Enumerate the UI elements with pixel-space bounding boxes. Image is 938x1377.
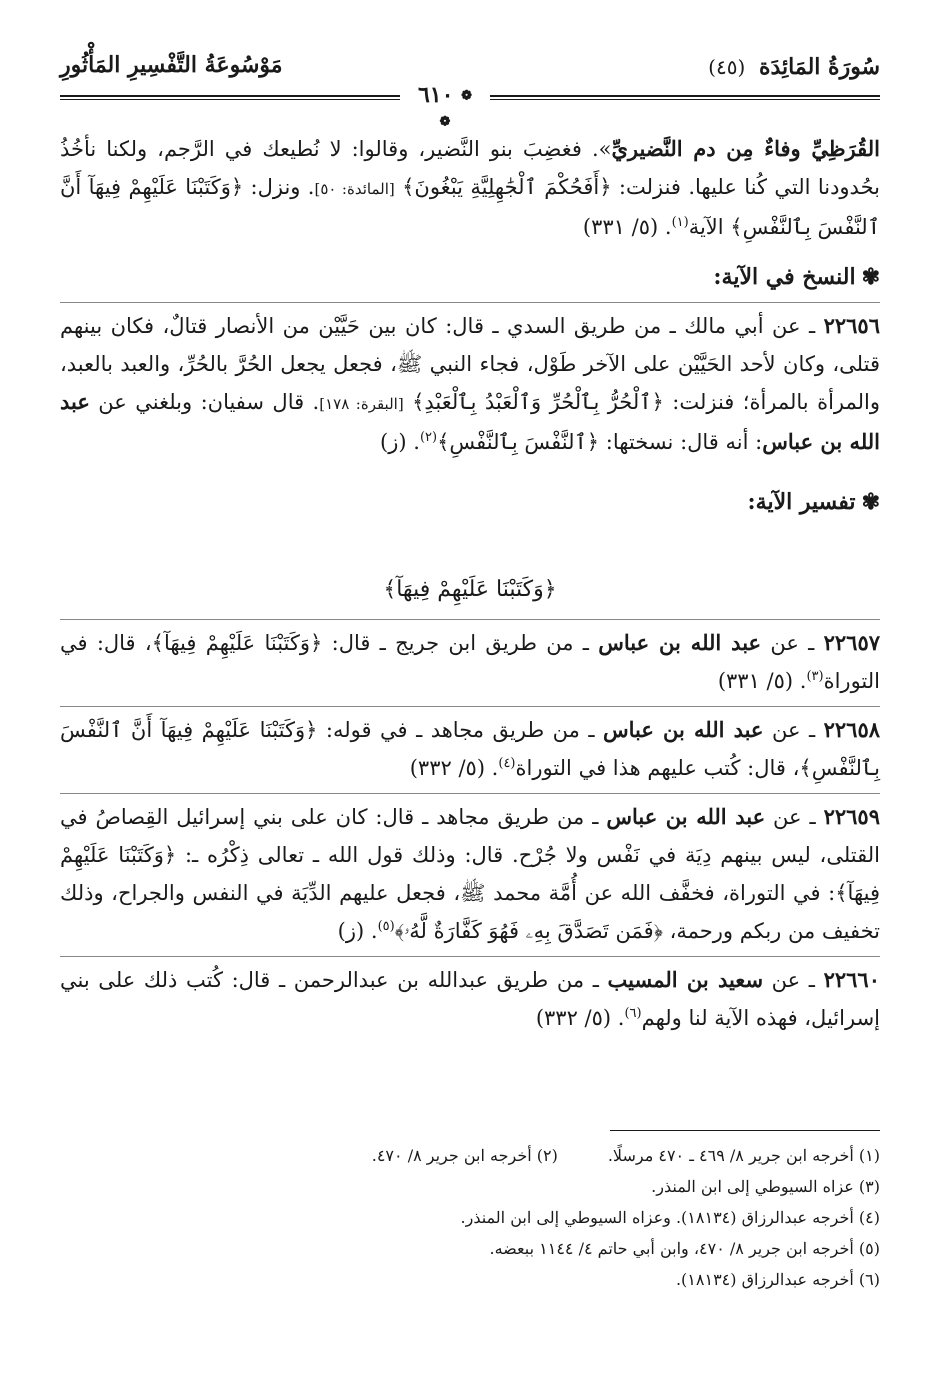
divider	[60, 619, 880, 620]
center-verse: ﴿وَكَتَبْنَا عَلَيْهِمْ فِيهَآ﴾	[383, 577, 557, 602]
flower-icon: ✾	[861, 489, 880, 515]
main-text	[60, 130, 880, 1037]
divider	[60, 793, 880, 794]
heading-text: تفسير الآية:	[747, 489, 856, 515]
quran-verse: ﴿ٱلنَّفْسَ بِٱلنَّفْسِ﴾	[437, 430, 600, 454]
ornament-icon: ❁	[461, 88, 473, 104]
text: ـ من طريق مجاهد ـ في قوله:	[317, 718, 604, 742]
entry-22656	[60, 307, 880, 461]
footnote-marker: (٢)	[419, 430, 438, 445]
footnote-list	[60, 1140, 880, 1295]
surah-title: سُورَةُ المَائِدَة	[758, 54, 880, 80]
narrator-name: سعيد بن المسيب	[607, 967, 764, 992]
entry-22658	[60, 711, 880, 787]
footnote-marker: (٦)	[624, 1006, 642, 1021]
narrator-name: عبد الله بن عباس	[606, 804, 766, 829]
text: ـ من طريق مجاهد ـ قال: كان على بني إسرائيل القِصاصُ في القتلى، ليس بينهم دِيَة في نَفْس ولا جُرْح. قال: وذلك قول الله ـ تعالى ذِكْرُه ـ:	[60, 805, 880, 867]
bold-text: القُرَظِيِّ وفاءٌ مِن دم النَّضيريِّ	[611, 136, 880, 161]
flower-icon: ✾	[861, 264, 880, 290]
divider	[60, 706, 880, 707]
quran-verse: ﴿ٱلْحُرُّ بِٱلْحُرِّ وَٱلْعَبْدُ بِٱلْعَبْدِ﴾	[412, 390, 664, 414]
page-header	[60, 50, 880, 130]
entry-number: ٢٢٦٥٦	[823, 313, 880, 338]
text: ـ من طريق ابن جريج ـ قال:	[322, 631, 599, 655]
page-number: ٦١٠	[417, 82, 454, 108]
entry-22657	[60, 624, 880, 700]
text: ـ عن	[763, 718, 824, 742]
text: . ونزل:	[243, 175, 315, 199]
section-heading-abrogation	[60, 258, 880, 296]
page	[60, 50, 880, 1340]
narrator-name: عبد الله بن عباس	[60, 389, 880, 454]
surah-header	[708, 54, 880, 80]
header-rule-left	[60, 95, 400, 100]
citation: . (٥/ ٣٣٢)	[409, 756, 499, 780]
text: . قال سفيان: وبلغني عن	[89, 390, 320, 414]
footnote-marker: (٥)	[377, 919, 395, 934]
footnote-5: (٥) أخرجه ابن جرير ٨/ ٤٧٠، وابن أبي حاتم ٤/ ١١٤٤ ببعضه.	[489, 1239, 880, 1258]
text: ـ من طريق عبدالله بن عبدالرحمن ـ قال: كُتب ذلك على بني إسرائيل، فهذه الآية لنا ولهم	[60, 968, 880, 1030]
footnote-2: (٢) أخرجه ابن جرير ٨/ ٤٧٠.	[371, 1146, 558, 1165]
citation: . (٥/ ٣٣١)	[582, 215, 672, 239]
footnote-4: (٤) أخرجه عبدالرزاق (١٨١٣٤). وعزاه السيوطي إلى ابن المنذر.	[460, 1208, 880, 1227]
quran-verse: ﴿وَكَتَبْنَا عَلَيْهِمْ فِيهَآ﴾	[151, 631, 323, 655]
quran-verse: ﴿وَكَتَبْنَا عَلَيْهِمْ فِيهَآ أَنَّ ٱلنَّفْسَ بِٱلنَّفْسِ﴾	[60, 718, 880, 780]
book-title: مَوْسُوعَةُ التَّفْسِيرِ المَأْثُورِ	[60, 52, 283, 78]
narrator-name: عبد الله بن عباس	[603, 717, 764, 742]
citation: . (٥/ ٣٣٢)	[535, 1006, 625, 1030]
text: ـ عن	[761, 631, 824, 655]
entry-22659	[60, 798, 880, 950]
entry-number: ٢٢٦٥٨	[823, 717, 881, 742]
entry-number: ٢٢٦٥٧	[823, 630, 881, 655]
verse-reference: [البقرة: ١٧٨]	[319, 395, 404, 413]
quran-verse: ﴿وَكَتَبْنَا عَلَيْهِمْ فِيهَآ﴾	[60, 843, 880, 905]
entry-number: ٢٢٦٥٩	[823, 804, 880, 829]
entry-22660	[60, 961, 880, 1037]
footnote-rule	[610, 1130, 880, 1131]
text: : أنه قال: نسختها:	[599, 430, 763, 454]
section-heading-tafsir	[60, 483, 880, 521]
footnote-marker: (١)	[671, 215, 689, 230]
footnote-3: (٣) عزاه السيوطي إلى ابن المنذر.	[651, 1177, 880, 1196]
spacer	[60, 527, 880, 563]
text: : في التوراة، فخفَّف الله عن أُمَّة محمد ﷺ، فجعل عليهم الدِّيَة في النفس والجراح، وذلك تخفيف من ربكم ورحمة،	[60, 881, 880, 943]
text: ـ عن	[763, 968, 824, 992]
footnote-6: (٦) أخرجه عبدالرزاق (١٨١٣٤).	[675, 1270, 880, 1289]
text: الآية	[688, 215, 731, 239]
citation: . (٥/ ٣٣١)	[717, 669, 807, 693]
text: ». فغضِبَ بنو النَّضير، وقالوا: لا نُطيعك في الرَّجم، ولكنا نأخُذُ بحُدودنا التي كُنا عليها. فنزلت:	[60, 137, 880, 199]
surah-number: (٤٥)	[708, 55, 746, 79]
divider	[60, 956, 880, 957]
narrator-name: عبد الله بن عباس	[598, 630, 762, 655]
ornament-icon: ❁	[439, 114, 451, 130]
entry-number: ٢٢٦٦٠	[823, 967, 880, 992]
footnote-marker: (٤)	[498, 756, 516, 771]
text: ـ عن	[765, 805, 824, 829]
citation: . (ز)	[337, 919, 378, 943]
quran-verse: ﴿أَفَحُكْمَ ٱلْجَٰهِلِيَّةِ يَبْغُونَ﴾	[402, 175, 612, 199]
text: ، قال: في التوراة	[60, 631, 880, 693]
verse-reference: [المائدة: ٥٠]	[314, 180, 395, 198]
footnote-row	[60, 1140, 880, 1171]
header-rule-right	[490, 95, 880, 100]
header-rule	[60, 82, 880, 130]
footnote-marker: (٣)	[806, 669, 824, 684]
text: ، قال: كُتب عليهم هذا في التوراة	[515, 756, 800, 780]
quran-verse: ﴿فَمَن تَصَدَّقَ بِهِۦ فَهُوَ كَفَّارَةٌ لَّهُۥ﴾	[394, 919, 663, 943]
citation: . (ز)	[380, 430, 420, 454]
footnote-1: (١) أخرجه ابن جرير ٨/ ٤٦٩ ـ ٤٧٠ مرسلًا.	[607, 1146, 880, 1165]
text: ـ عن أبي مالك ـ من طريق السدي ـ قال: كان بين حَيَّيْن من الأنصار قتالٌ، فكان بينهم قتلى، وكان لأحد الحَيَّيْن على الآخر طَوْل، فجاء النبي ﷺ، فجعل يجعل الحُرَّ بالحُرِّ، والعبد بالعبد، والمرأة بالمرأة؛ فنزلت:	[60, 314, 881, 414]
quran-verse: ﴿وَكَتَبْنَا عَلَيْهِمْ فِيهَآ أَنَّ ٱلنَّفْسَ بِٱلنَّفْسِ﴾	[60, 175, 880, 239]
intro-paragraph	[60, 130, 880, 246]
heading-text: النسخ في الآية:	[713, 264, 856, 290]
page-number-block	[410, 82, 480, 134]
divider	[60, 302, 880, 303]
